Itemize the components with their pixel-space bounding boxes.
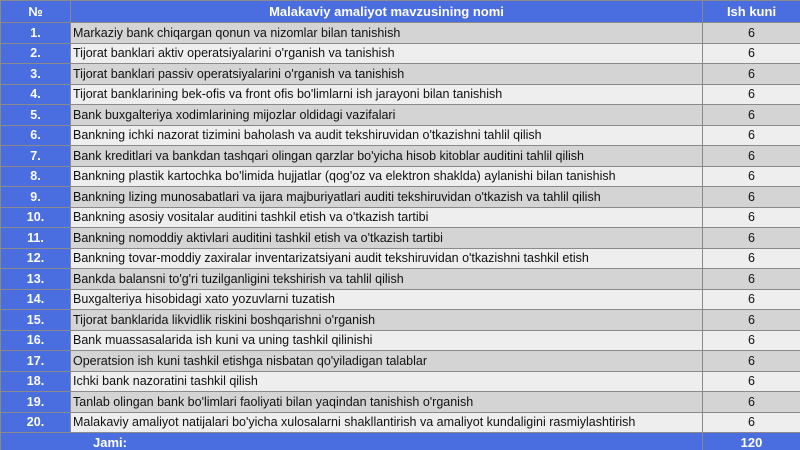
- table-row: [1, 105, 800, 126]
- row-topic-name: Ichki bank nazoratini tashkil qilish: [71, 371, 703, 392]
- row-work-days: 6: [703, 412, 800, 433]
- row-number: 14.: [1, 289, 71, 310]
- column-header-work-days: Ish kuni: [703, 1, 800, 23]
- row-topic-name: Bank kreditlari va bankdan tashqari olingan qarzlar bo'yicha hisob kitoblar auditini tahlil qilish: [71, 146, 703, 167]
- total-value: 120: [703, 433, 800, 450]
- row-work-days: 6: [703, 228, 800, 249]
- row-number: 16.: [1, 330, 71, 351]
- row-number: 8.: [1, 166, 71, 187]
- row-topic-name: Bankning nomoddiy aktivlari auditini tashkil etish va o'tkazish tartibi: [71, 228, 703, 249]
- row-number: 6.: [1, 125, 71, 146]
- row-topic-name: Buxgalteriya hisobidagi xato yozuvlarni tuzatish: [71, 289, 703, 310]
- table-row: [1, 330, 800, 351]
- row-topic-name: Bankning asosiy vositalar auditini tashkil etish va o'tkazish tartibi: [71, 207, 703, 228]
- row-number: 4.: [1, 84, 71, 105]
- row-number: 3.: [1, 64, 71, 85]
- row-work-days: 6: [703, 23, 800, 44]
- row-topic-name: Operatsion ish kuni tashkil etishga nisbatan qo'yiladigan talablar: [71, 351, 703, 372]
- row-work-days: 6: [703, 310, 800, 331]
- total-label: Jami:: [1, 433, 703, 450]
- row-number: 2.: [1, 43, 71, 64]
- table-row: [1, 166, 800, 187]
- table-row: [1, 248, 800, 269]
- row-topic-name: Tijorat banklari passiv operatsiyalarini o'rganish va tanishish: [71, 64, 703, 85]
- row-number: 10.: [1, 207, 71, 228]
- row-topic-name: Bankda balansni to'g'ri tuzilganligini tekshirish va tahlil qilish: [71, 269, 703, 290]
- table-row: [1, 310, 800, 331]
- row-work-days: 6: [703, 289, 800, 310]
- table-row: [1, 23, 800, 44]
- column-header-number: №: [1, 1, 71, 23]
- row-topic-name: Bankning plastik kartochka bo'limida hujjatlar (qog'oz va elektron shaklda) aylanishi bilan tanishish: [71, 166, 703, 187]
- column-header-topic-name: Malakaviy amaliyot mavzusining nomi: [71, 1, 703, 23]
- row-work-days: 6: [703, 43, 800, 64]
- row-work-days: 6: [703, 330, 800, 351]
- table-body: [1, 23, 800, 433]
- table-row: [1, 125, 800, 146]
- table-header-row: [1, 1, 800, 23]
- table-row: [1, 64, 800, 85]
- row-work-days: 6: [703, 64, 800, 85]
- row-work-days: 6: [703, 207, 800, 228]
- table-row: [1, 412, 800, 433]
- row-topic-name: Tijorat banklarida likvidlik riskini boshqarishni o'rganish: [71, 310, 703, 331]
- table-row: [1, 146, 800, 167]
- row-number: 12.: [1, 248, 71, 269]
- row-topic-name: Tijorat banklarining bek-ofis va front ofis bo'limlarni ish jarayoni bilan tanishish: [71, 84, 703, 105]
- row-number: 1.: [1, 23, 71, 44]
- row-topic-name: Bank muassasalarida ish kuni va uning tashkil qilinishi: [71, 330, 703, 351]
- row-number: 15.: [1, 310, 71, 331]
- row-number: 11.: [1, 228, 71, 249]
- row-number: 5.: [1, 105, 71, 126]
- table-row: [1, 207, 800, 228]
- row-work-days: 6: [703, 248, 800, 269]
- table-total-row: [1, 433, 800, 450]
- row-topic-name: Bankning ichki nazorat tizimini baholash va audit tekshiruvidan o'tkazishni tahlil qilish: [71, 125, 703, 146]
- row-number: 19.: [1, 392, 71, 413]
- table-row: [1, 392, 800, 413]
- row-number: 20.: [1, 412, 71, 433]
- table-row: [1, 371, 800, 392]
- row-work-days: 6: [703, 187, 800, 208]
- row-number: 13.: [1, 269, 71, 290]
- table-row: [1, 187, 800, 208]
- row-topic-name: Bankning tovar-moddiy zaxiralar inventarizatsiyani audit tekshiruvidan o'tkazishni tashkil etish: [71, 248, 703, 269]
- row-topic-name: Tanlab olingan bank bo'limlari faoliyati bilan yaqindan tanishish o'rganish: [71, 392, 703, 413]
- row-work-days: 6: [703, 125, 800, 146]
- table-row: [1, 351, 800, 372]
- row-work-days: 6: [703, 166, 800, 187]
- row-work-days: 6: [703, 105, 800, 126]
- row-number: 9.: [1, 187, 71, 208]
- row-work-days: 6: [703, 84, 800, 105]
- row-work-days: 6: [703, 371, 800, 392]
- row-number: 7.: [1, 146, 71, 167]
- table-row: [1, 228, 800, 249]
- row-work-days: 6: [703, 146, 800, 167]
- row-topic-name: Tijorat banklari aktiv operatsiyalarini o'rganish va tanishish: [71, 43, 703, 64]
- row-work-days: 6: [703, 269, 800, 290]
- table-row: [1, 43, 800, 64]
- table-row: [1, 289, 800, 310]
- row-topic-name: Markaziy bank chiqargan qonun va nizomlar bilan tanishish: [71, 23, 703, 44]
- row-topic-name: Malakaviy amaliyot natijalari bo'yicha xulosalarni shakllantirish va amaliyot kundaligini rasmiylashtirish: [71, 412, 703, 433]
- row-number: 18.: [1, 371, 71, 392]
- row-work-days: 6: [703, 351, 800, 372]
- table-row: [1, 84, 800, 105]
- table-row: [1, 269, 800, 290]
- row-work-days: 6: [703, 392, 800, 413]
- row-topic-name: Bank buxgalteriya xodimlarining mijozlar oldidagi vazifalari: [71, 105, 703, 126]
- row-topic-name: Bankning lizing munosabatlari va ijara majburiyatlari auditi tekshiruvidan o'tkazish va tahlil qilish: [71, 187, 703, 208]
- row-number: 17.: [1, 351, 71, 372]
